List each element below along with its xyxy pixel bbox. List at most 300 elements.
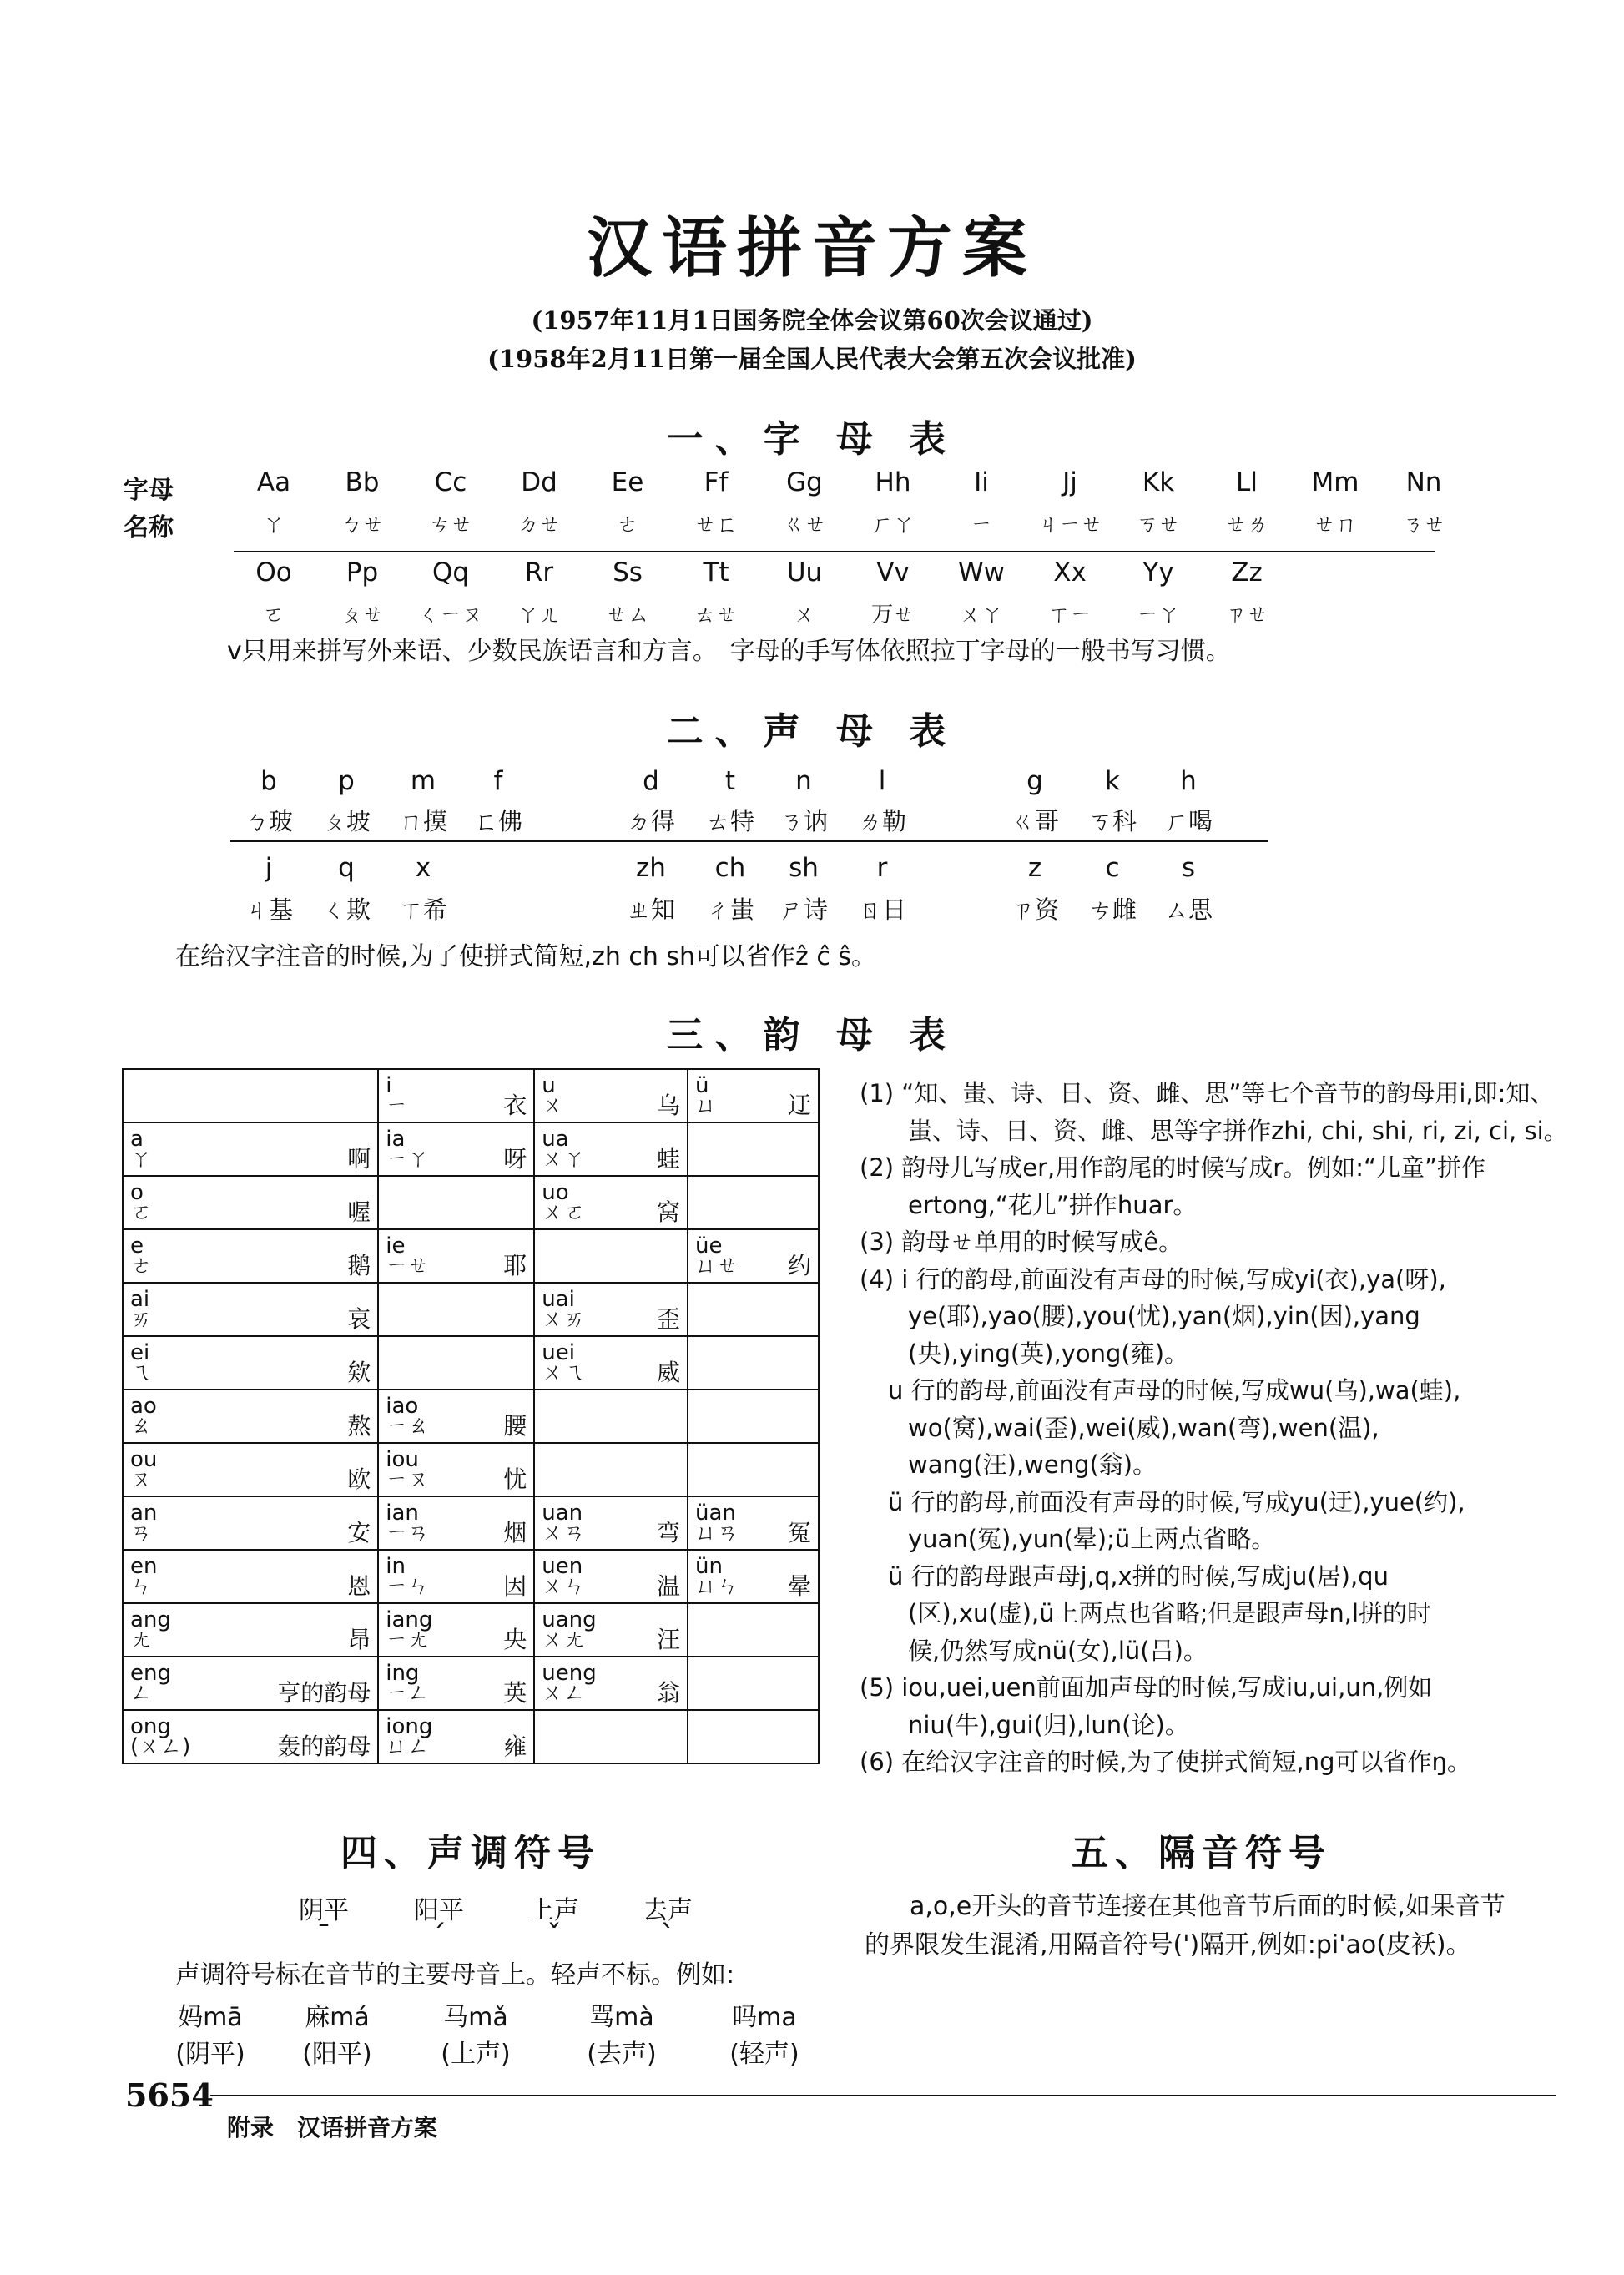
table-row [123, 1176, 819, 1229]
alphabet-note: v只用来拼写外来语、少数民族语言和方言。 字母的手写体依照拉丁字母的一般书写习惯。 [227, 637, 1231, 666]
final-row [130, 1305, 371, 1333]
letter-name: ㄨ [793, 603, 815, 628]
letter-name: ㄛ [262, 603, 285, 628]
final-row [695, 1092, 811, 1119]
initial-example: ㄊ特 [705, 807, 754, 835]
final-zhuyin: ㄧㄤ [386, 1627, 430, 1652]
letter: Rr [524, 557, 554, 588]
letter-name: ㄐㄧㄝ [1036, 512, 1102, 537]
initial-example: ㄑ欺 [321, 895, 371, 924]
letter-name: ㄍㄝ [782, 512, 826, 537]
final-example: 乌 [657, 1092, 681, 1119]
final-zhuyin: ㄩ [695, 1093, 718, 1118]
letter-name: ㄚ [262, 512, 285, 537]
table-cell [123, 1122, 378, 1176]
letter: Oo [255, 557, 292, 588]
letter-name: ㄅㄝ [340, 512, 384, 537]
section-4-heading: 四、声调符号 [340, 1832, 601, 1874]
footer-rule [210, 2095, 1556, 2096]
initial-example: ㄓ知 [626, 895, 675, 924]
final-pinyin: iong [386, 1714, 433, 1739]
final-row [542, 1626, 681, 1653]
table-cell [688, 1122, 819, 1176]
final-pinyin: u [542, 1073, 556, 1098]
table-cell [534, 1603, 688, 1657]
page-title: 汉语拼音方案 [586, 210, 1037, 286]
initial: sh [789, 853, 819, 883]
initial: f [493, 766, 503, 796]
final-row [130, 1733, 371, 1760]
final-example: 英 [503, 1679, 527, 1707]
letter: Bb [345, 467, 380, 497]
final-zhuyin: ㄠ [130, 1414, 153, 1439]
final-row [542, 1572, 681, 1600]
initial: q [338, 853, 355, 883]
section-1-heading: 一、字 母 表 [666, 418, 958, 461]
final-zhuyin: ㄨㄛ [542, 1200, 586, 1225]
letter-name: ㄆㄝ [340, 603, 384, 628]
initial: r [876, 853, 888, 883]
final-row [386, 1572, 527, 1600]
final-row [695, 1572, 811, 1600]
final-row [542, 1092, 681, 1119]
final-example: 蛙 [657, 1145, 681, 1173]
letter: Ll [1236, 467, 1258, 497]
final-zhuyin: ㄣ [130, 1574, 153, 1599]
final-row [542, 1519, 681, 1546]
tone-example: 吗ma [732, 2003, 797, 2032]
final-row [386, 1252, 527, 1279]
initial-example: ㄈ佛 [473, 807, 522, 835]
letter-name: ㄘㄝ [428, 512, 472, 537]
final-example: 央 [503, 1626, 527, 1653]
initial: d [643, 766, 659, 796]
letter-name: ㄋㄝ [1401, 512, 1445, 537]
final-pinyin: iou [386, 1447, 419, 1472]
note-line: (2) 韵母儿写成er,用作韵尾的时候写成r。例如:“儿童”拼作 [860, 1153, 1486, 1182]
letter-name: ㄜ [616, 512, 638, 537]
initial-example: ㄏ喝 [1163, 807, 1213, 835]
final-row [386, 1465, 527, 1493]
table-row [123, 1229, 819, 1283]
final-example: 亨的韵母 [277, 1679, 371, 1707]
table-cell [688, 1336, 819, 1390]
final-zhuyin: ㄨㄤ [542, 1627, 586, 1652]
final-example: 烟 [503, 1519, 527, 1546]
final-zhuyin: ㄩㄥ [386, 1734, 430, 1759]
letters-label: 字母 [124, 476, 174, 505]
final-pinyin: ia [386, 1127, 406, 1152]
initial-example: ㄅ玻 [244, 807, 293, 835]
initial-example: ㄌ勒 [857, 807, 906, 835]
final-example: 啊 [347, 1145, 371, 1173]
table-cell [123, 1229, 378, 1283]
subtitle-1: (1957年11月1日国务院全体会议第60次会议通过) [531, 306, 1093, 335]
finals-table [122, 1068, 820, 1764]
final-zhuyin: ㄨㄣ [542, 1574, 586, 1599]
final-row [386, 1679, 527, 1707]
table-cell [688, 1443, 819, 1496]
letter-name: ㄝㄇ [1313, 512, 1357, 537]
note-line: 候,仍然写成nü(女),lü(吕)。 [908, 1636, 1208, 1665]
final-zhuyin: ㄧㄠ [386, 1414, 430, 1439]
final-zhuyin: ㄩㄝ [695, 1254, 739, 1279]
table-cell [378, 1283, 534, 1336]
note-line: (区),xu(虚),ü上两点也省略;但是跟声母n,l拼的时 [908, 1599, 1432, 1627]
final-zhuyin: ㄧㄢ [386, 1521, 430, 1546]
final-row [542, 1145, 681, 1173]
letter: Gg [786, 467, 823, 497]
final-zhuyin: ㄞ [130, 1307, 153, 1332]
tone-example-label: (轻声) [729, 2040, 799, 2069]
final-zhuyin: ㄨㄞ [542, 1307, 586, 1332]
final-row [130, 1252, 371, 1279]
final-pinyin: üan [695, 1501, 736, 1526]
final-row [386, 1733, 527, 1760]
tone-example: 骂mà [589, 2003, 654, 2032]
final-zhuyin: ㄧㄣ [386, 1574, 430, 1599]
table-cell [534, 1122, 688, 1176]
letter: Aa [256, 467, 291, 497]
table-cell [534, 1283, 688, 1336]
tone-example-label: (去声) [587, 2040, 657, 2069]
final-row [695, 1252, 811, 1279]
final-zhuyin: ㄨㄥ [542, 1681, 586, 1706]
letter-name: ㄪㄝ [870, 603, 915, 628]
table-cell [688, 1496, 819, 1550]
initial: c [1105, 853, 1120, 883]
final-pinyin: ian [386, 1501, 419, 1526]
final-example: 冤 [787, 1519, 811, 1546]
final-zhuyin: ㄧㄡ [386, 1467, 430, 1492]
table-cell [123, 1176, 378, 1229]
separator-text-2: 的界限发生混淆,用隔音符号(')隔开,例如:pi'ao(皮袄)。 [865, 1930, 1471, 1960]
initial: k [1105, 766, 1120, 796]
table-cell [123, 1069, 378, 1122]
final-example: 汪 [657, 1626, 681, 1653]
table-cell [534, 1176, 688, 1229]
letter: Ss [613, 557, 643, 588]
final-example: 晕 [787, 1572, 811, 1600]
initial-example: ㄘ雌 [1087, 895, 1137, 924]
table-cell [688, 1657, 819, 1710]
tone-name: 上声 [529, 1896, 579, 1925]
final-example: 歪 [657, 1305, 681, 1333]
table-cell [378, 1496, 534, 1550]
letter: Zz [1231, 557, 1263, 588]
tone-mark: ˇ [547, 1919, 562, 1954]
table-cell [378, 1229, 534, 1283]
final-example: 衣 [503, 1092, 527, 1119]
note-line: u 行的韵母,前面没有声母的时候,写成wu(乌),wa(蛙), [888, 1376, 1461, 1405]
initial-example: ㄒ希 [398, 895, 447, 924]
table-cell [688, 1390, 819, 1443]
final-zhuyin: ㄚ [130, 1147, 153, 1172]
final-pinyin: a [130, 1127, 144, 1152]
note-line: (5) iou,uei,uen前面加声母的时候,写成iu,ui,un,例如 [860, 1673, 1433, 1702]
table-cell [123, 1443, 378, 1496]
final-example: 安 [347, 1519, 371, 1546]
initial: b [260, 766, 277, 796]
final-example: 温 [657, 1572, 681, 1600]
letter: Hh [875, 467, 911, 497]
tone-name: 阳平 [414, 1896, 464, 1925]
initial: ch [714, 853, 746, 883]
final-row [386, 1626, 527, 1653]
final-example: 呀 [503, 1145, 527, 1173]
initial-example: ㄗ资 [1010, 895, 1059, 924]
final-example: 忧 [503, 1465, 527, 1493]
note-line: ertong,“花儿”拼作huar。 [908, 1190, 1198, 1219]
tone-note: 声调符号标在音节的主要母音上。轻声不标。例如: [175, 1960, 735, 1990]
final-example: 喔 [347, 1198, 371, 1226]
final-row [386, 1412, 527, 1440]
final-zhuyin: ㄨㄚ [542, 1147, 586, 1172]
initial-example: ㄔ蚩 [705, 895, 754, 924]
letter-name: ㄝㄙ [605, 603, 649, 628]
letter-name: ㄨㄚ [959, 603, 1003, 628]
table-row [123, 1603, 819, 1657]
final-example: 迂 [787, 1092, 811, 1119]
tone-example: 麻má [305, 2003, 370, 2032]
final-pinyin: eng [130, 1661, 171, 1686]
table-row [123, 1550, 819, 1603]
final-example: 翁 [657, 1679, 681, 1707]
letter-name: ㄊㄝ [693, 603, 738, 628]
initials-note: 在给汉字注音的时候,为了使拼式简短,zh ch sh可以省作ẑ ĉ ŝ。 [175, 942, 876, 971]
table-cell [378, 1336, 534, 1390]
final-example: 哀 [347, 1305, 371, 1333]
letter: Mm [1311, 467, 1359, 497]
tone-example-label: (阴平) [175, 2040, 245, 2069]
table-cell [378, 1176, 534, 1229]
initial: t [724, 766, 736, 796]
table-cell [534, 1443, 688, 1496]
initial: z [1027, 853, 1042, 883]
table-cell [123, 1283, 378, 1336]
final-row [130, 1626, 371, 1653]
table-cell [688, 1710, 819, 1763]
table-cell [123, 1336, 378, 1390]
final-zhuyin: ㄨ [542, 1093, 564, 1118]
note-line: wo(窝),wai(歪),wei(威),wan(弯),wen(温), [908, 1413, 1379, 1442]
final-pinyin: ong [130, 1714, 171, 1739]
letter: Ee [611, 467, 644, 497]
final-pinyin: an [130, 1501, 158, 1526]
table-row [123, 1069, 819, 1122]
table-cell [534, 1496, 688, 1550]
final-pinyin: ing [386, 1661, 420, 1686]
initial: g [1026, 766, 1043, 796]
final-example: 欸 [347, 1359, 371, 1386]
note-line: niu(牛),gui(归),lun(论)。 [908, 1710, 1189, 1739]
final-pinyin: ueng [542, 1661, 597, 1686]
note-line: (央),ying(英),yong(雍)。 [908, 1339, 1189, 1368]
note-line: ye(耶),yao(腰),you(忧),yan(烟),yin(因),yang [908, 1302, 1420, 1330]
letter-name: ㄧ [970, 512, 992, 537]
table-row [123, 1336, 819, 1390]
letter: Xx [1053, 557, 1087, 588]
final-pinyin: uen [542, 1554, 583, 1579]
table-cell [378, 1069, 534, 1122]
table-cell [123, 1603, 378, 1657]
final-example: 窝 [657, 1198, 681, 1226]
table-cell [378, 1550, 534, 1603]
letter-name: ㄏㄚ [870, 512, 915, 537]
tone-mark: ˉ [316, 1919, 331, 1954]
final-pinyin: iang [386, 1607, 433, 1632]
final-zhuyin: ㄩㄢ [695, 1521, 739, 1546]
initial-example: ㄉ得 [626, 807, 675, 835]
note-line: 蚩、诗、日、资、雌、思等字拼作zhi, chi, shi, ri, zi, ci, si。 [908, 1116, 1568, 1145]
table-cell [688, 1176, 819, 1229]
table-cell [688, 1550, 819, 1603]
initial-example: ㄐ基 [244, 895, 293, 924]
note-line: ü 行的韵母跟声母j,q,x拼的时候,写成ju(居),qu [888, 1561, 1389, 1591]
letter-name: ㄎㄝ [1136, 512, 1180, 537]
table-cell [534, 1336, 688, 1390]
final-zhuyin: ㄡ [130, 1467, 153, 1492]
table-row [123, 1496, 819, 1550]
note-line: ü 行的韵母,前面没有声母的时候,写成yu(迂),yue(约), [888, 1487, 1465, 1516]
table-cell [688, 1603, 819, 1657]
initial-example: ㄎ科 [1087, 807, 1137, 835]
final-zhuyin: ㄧㄚ [386, 1147, 430, 1172]
letter: Tt [703, 557, 729, 588]
final-zhuyin: ㄨㄢ [542, 1521, 586, 1546]
letter-name: ㄝㄈ [693, 512, 738, 537]
tone-example-label: (阳平) [302, 2040, 372, 2069]
final-example: 熬 [347, 1412, 371, 1440]
letter: Cc [434, 467, 467, 497]
final-example: 约 [787, 1252, 811, 1279]
table-cell [123, 1496, 378, 1550]
table-cell [378, 1710, 534, 1763]
final-pinyin: uang [542, 1607, 597, 1632]
final-zhuyin: ㄢ [130, 1521, 153, 1546]
final-example: 腰 [503, 1412, 527, 1440]
initial: m [410, 766, 436, 796]
table-cell [378, 1390, 534, 1443]
table-cell [123, 1390, 378, 1443]
final-zhuyin: ㄧ [386, 1093, 408, 1118]
letter-name: ㄉㄝ [517, 512, 561, 537]
letter: Ii [974, 467, 989, 497]
letter-name: ㄧㄚ [1136, 603, 1180, 628]
table-row [123, 1283, 819, 1336]
table-row [123, 1657, 819, 1710]
final-pinyin: ang [130, 1607, 171, 1632]
final-example: 弯 [657, 1519, 681, 1546]
table-cell [534, 1710, 688, 1763]
letter-name: ㄒㄧ [1047, 603, 1092, 628]
final-row [130, 1465, 371, 1493]
letter: Dd [521, 467, 557, 497]
final-pinyin: ao [130, 1394, 157, 1419]
note-line: yuan(冤),yun(晕);ü上两点省略。 [908, 1525, 1276, 1553]
final-row [695, 1519, 811, 1546]
table-row [123, 1122, 819, 1176]
section-3-heading: 三、韵 母 表 [666, 1014, 958, 1057]
table-cell [378, 1122, 534, 1176]
letter: Ww [957, 557, 1005, 588]
final-row [130, 1145, 371, 1173]
names-label: 名称 [124, 513, 174, 542]
note-line: (1) “知、蚩、诗、日、资、雌、思”等七个音节的韵母用i,即:知、 [860, 1079, 1555, 1107]
table-cell [534, 1657, 688, 1710]
final-zhuyin: ㄟ [130, 1360, 153, 1385]
final-zhuyin: (ㄨㄥ) [130, 1734, 191, 1759]
tone-example: 马mǎ [443, 2003, 508, 2032]
final-zhuyin: ㄨㄟ [542, 1360, 586, 1385]
page-number: 5654 [125, 2076, 214, 2114]
final-pinyin: e [130, 1233, 144, 1259]
final-pinyin: ie [386, 1233, 406, 1259]
table-row [123, 1390, 819, 1443]
final-pinyin: ai [130, 1287, 150, 1312]
table-cell [123, 1710, 378, 1763]
table-cell [378, 1657, 534, 1710]
final-row [130, 1572, 371, 1600]
tone-example-label: (上声) [441, 2040, 511, 2069]
divider [230, 840, 1268, 842]
letter: Jj [1062, 467, 1077, 497]
table-cell [534, 1550, 688, 1603]
table-cell [688, 1283, 819, 1336]
final-zhuyin: ㄛ [130, 1200, 153, 1225]
initial-example: ㄕ诗 [779, 895, 828, 924]
final-pinyin: i [386, 1073, 392, 1098]
final-example: 威 [657, 1359, 681, 1386]
final-row [386, 1092, 527, 1119]
final-pinyin: iao [386, 1394, 419, 1419]
table-cell [123, 1550, 378, 1603]
initial-example: ㄋ讷 [779, 807, 828, 835]
final-pinyin: en [130, 1554, 158, 1579]
final-zhuyin: ㄩㄣ [695, 1574, 739, 1599]
final-pinyin: uai [542, 1287, 575, 1312]
final-row [130, 1359, 371, 1386]
letter-name: ㄝㄌ [1224, 512, 1268, 537]
letter: Vv [876, 557, 910, 588]
final-row [386, 1145, 527, 1173]
final-pinyin: uan [542, 1501, 583, 1526]
final-pinyin: ou [130, 1447, 158, 1472]
final-pinyin: ün [695, 1554, 723, 1579]
note-line: (4) i 行的韵母,前面没有声母的时候,写成yi(衣),ya(呀), [860, 1264, 1446, 1294]
initial: x [415, 853, 431, 883]
letter: Yy [1142, 557, 1174, 588]
final-row [130, 1519, 371, 1546]
note-line: (3) 韵母ㄝ单用的时候写成ê。 [860, 1228, 1183, 1256]
tone-example: 妈mā [178, 2003, 243, 2032]
final-example: 轰的韵母 [277, 1733, 371, 1760]
table-cell [378, 1443, 534, 1496]
initial-example: ㄇ摸 [398, 807, 447, 835]
letter: Pp [345, 557, 379, 588]
final-pinyin: ü [695, 1073, 709, 1098]
table-cell [378, 1603, 534, 1657]
initial: h [1180, 766, 1197, 796]
letter: Ff [704, 467, 729, 497]
note-line: wang(汪),weng(翁)。 [908, 1450, 1157, 1479]
initial-example: ㄍ哥 [1010, 807, 1059, 835]
tone-mark: ˋ [660, 1919, 675, 1954]
initial: j [265, 853, 273, 883]
final-row [542, 1679, 681, 1707]
initial: zh [636, 853, 666, 883]
note-line: (6) 在给汉字注音的时候,为了使拼式简短,ng可以省作ŋ。 [860, 1748, 1471, 1776]
